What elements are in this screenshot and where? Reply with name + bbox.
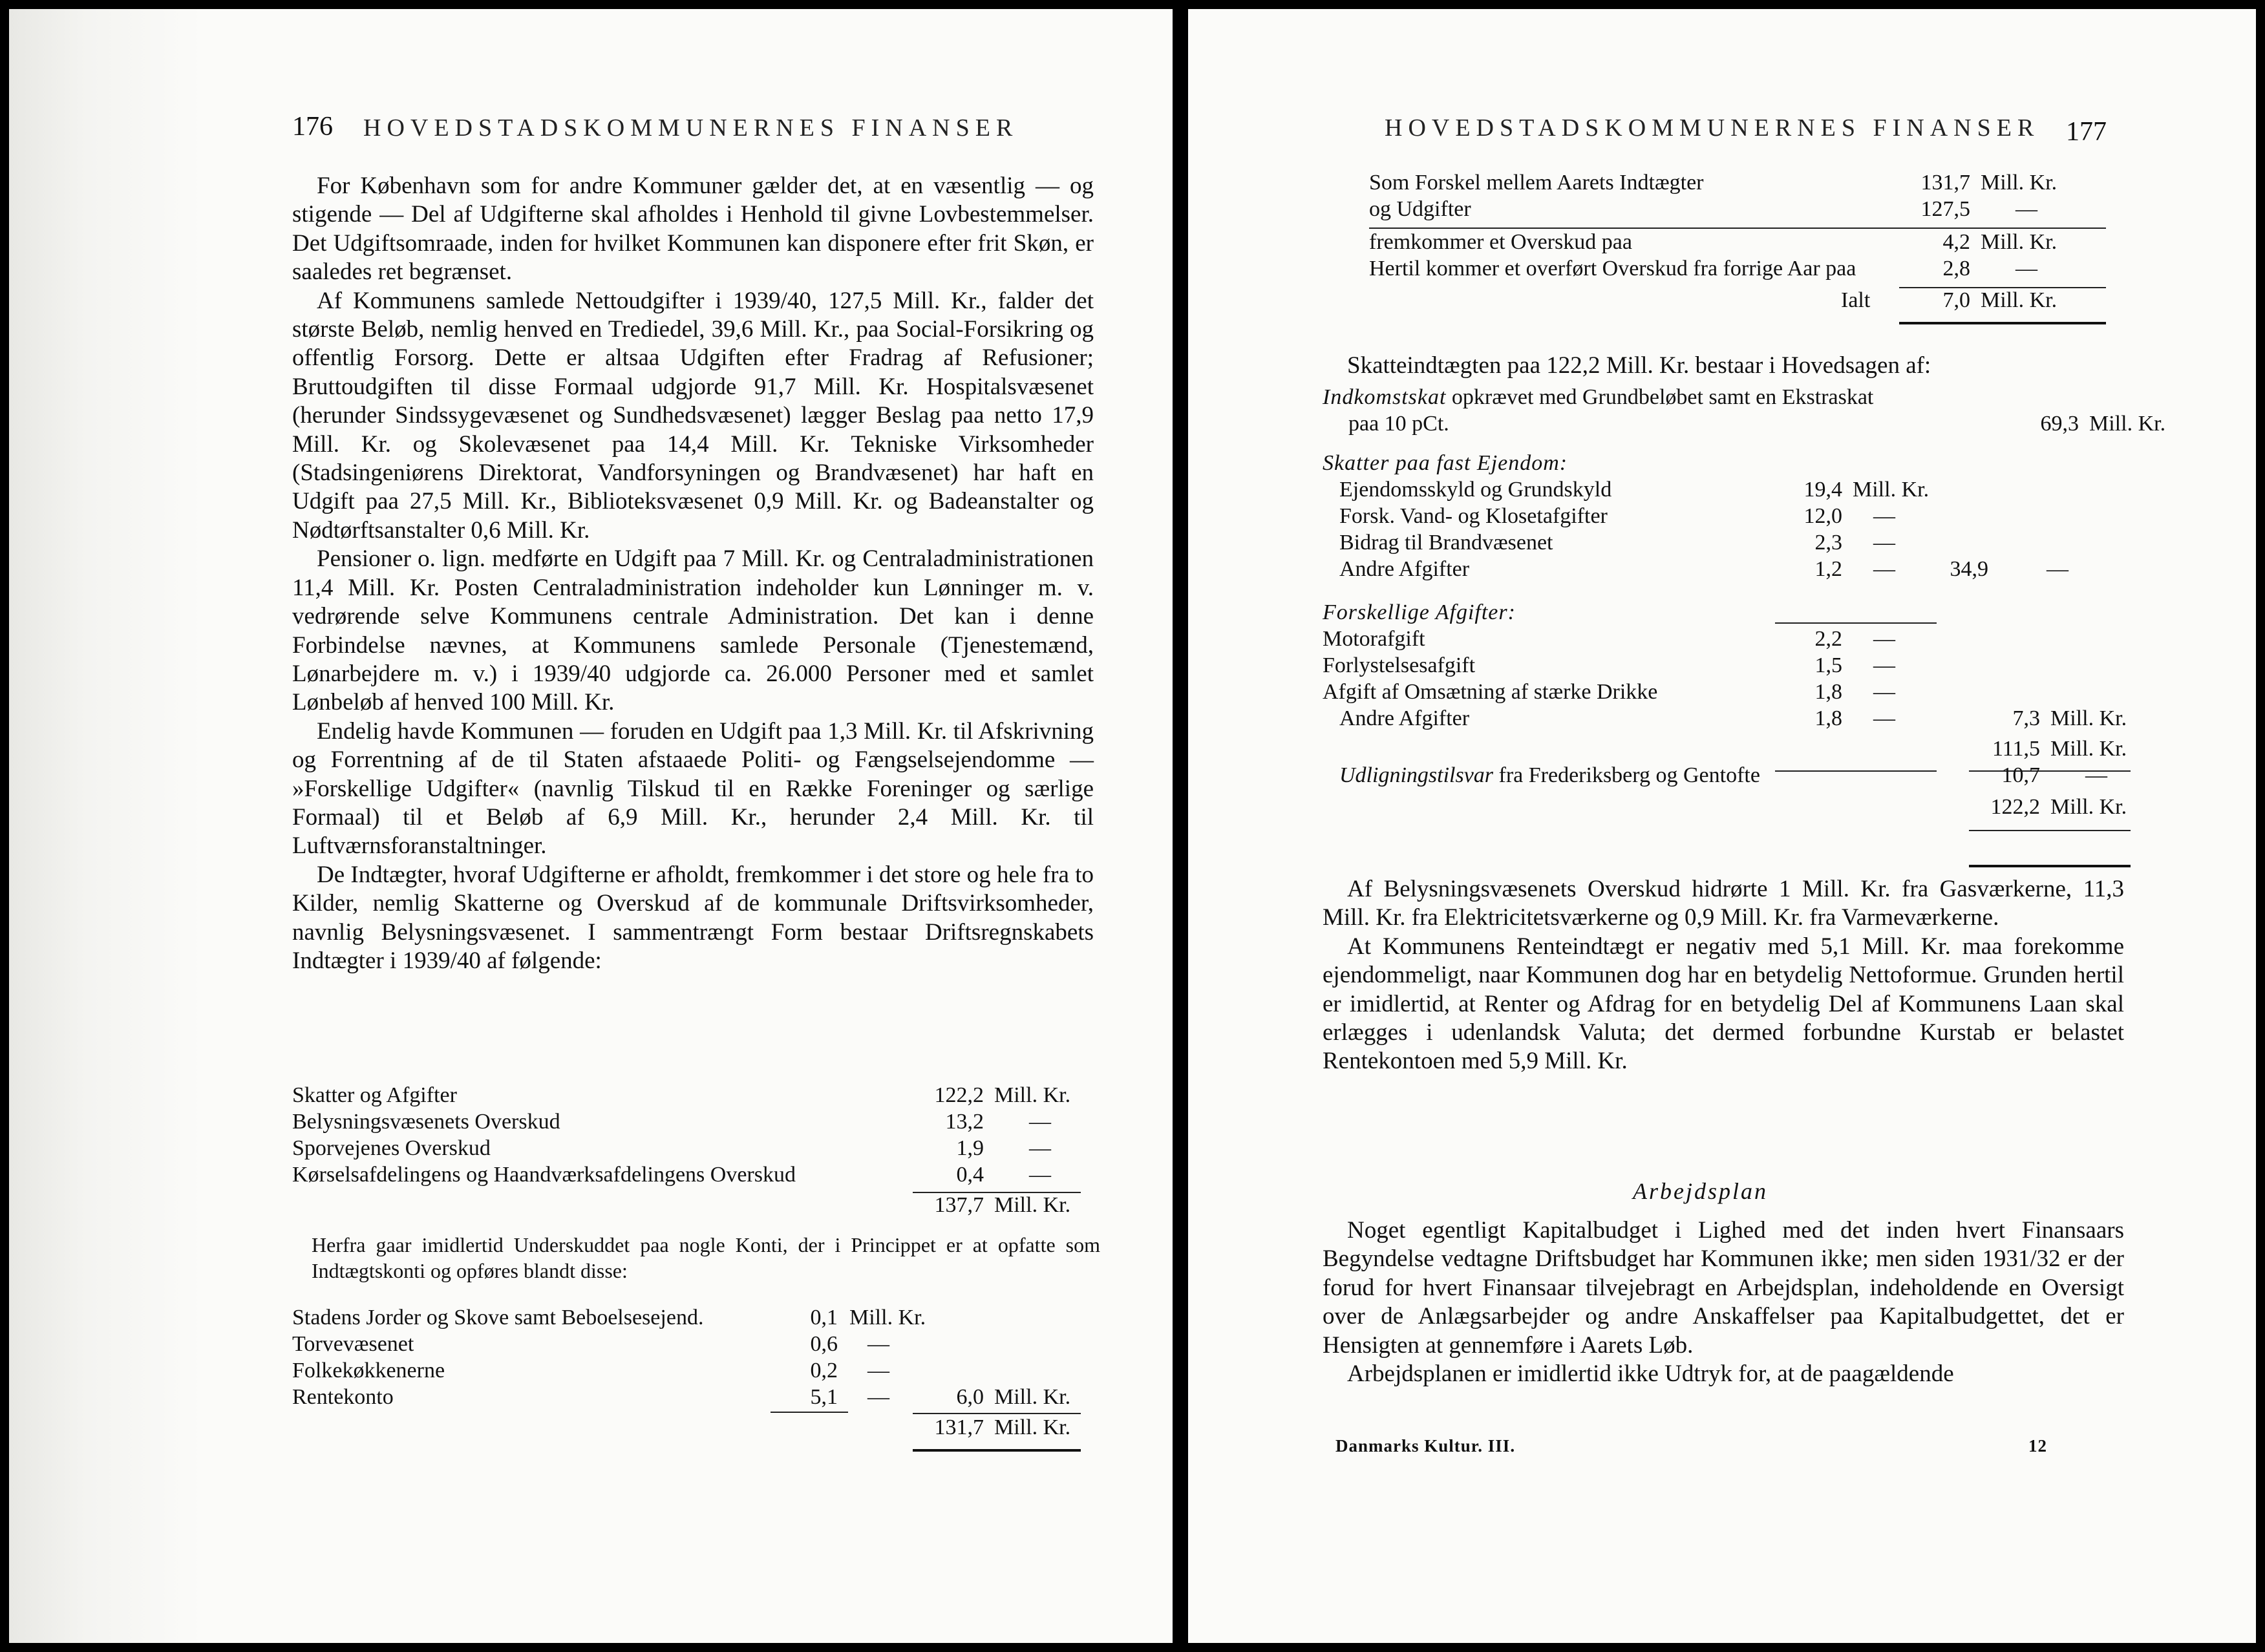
udlign-label-rest: fra Frederiksberg og Gentofte	[1498, 763, 1760, 787]
row-value: 19,4	[1803, 478, 1842, 502]
row-unit: Mill. Kr.	[1981, 171, 2058, 195]
subtotal-value: 111,5	[1992, 737, 2040, 761]
table-total-row	[1343, 287, 2145, 313]
row-subtotal-unit: —	[2047, 557, 2068, 581]
section-title: Arbejdsplan	[1633, 1178, 1768, 1204]
row-label: Andre Afgifter	[1339, 706, 1470, 730]
row-label: fremkommer et Overskud paa	[1369, 230, 1632, 254]
income-table	[292, 1082, 1107, 1218]
table-row	[292, 1135, 1107, 1161]
right-body	[1323, 875, 2124, 1076]
right-paragraph: At Kommunens Renteindtægt er negativ med 5,1 Mill. Kr. maa forekomme ejendommeligt, naar Kommunen dog har en betydelig Nettoformue. Grunden hertil er imidlertid, at Renter og Afdrag for en betydelig Del af Kommunens Laan skal erlægges i udenlandsk Valuta; det dermed forbundne Kurstab er belastet Rentekontoen med 5,9 Mill. Kr.	[1323, 933, 2124, 1075]
row-label: Motorafgift	[1323, 627, 1425, 651]
row-subtotal-value: 6,0	[956, 1385, 984, 1409]
table-row	[292, 1161, 1107, 1188]
table-row	[1323, 476, 2137, 503]
row-value: 1,8	[1814, 706, 1842, 730]
left-paragraph: Pensioner o. lign. medførte en Udgift paa 7 Mill. Kr. og Centraladministrationen 11,4 Mill. Kr. Posten Centraladministration indeholder kun Lønninger m. v. vedrørende selve Kommunens centrale Administration. Det kan i denne Forbindelse nævnes, at Kommunens samlede Personale (Tjenestemænd, Lønarbejdere m. v.) i 1939/40 udgjorde ca. 26.000 Personer med et samlet Lønbeløb af henved 100 Mill. Kr.	[292, 545, 1094, 716]
total-value: 7,0	[1942, 288, 1970, 312]
table-total-row	[292, 1192, 1107, 1218]
row-unit: Mill. Kr.	[1853, 478, 1930, 502]
indkomst-label-rest: opkrævet med Grundbeløbet samt en Ekstraskat	[1451, 385, 1874, 409]
row-label: Som Forskel mellem Aarets Indtægter	[1369, 171, 1704, 195]
subtotal-row	[1323, 736, 2137, 762]
row-value: 1,5	[1814, 653, 1842, 677]
row-value: 0,6	[810, 1332, 838, 1356]
deficit-note: Herfra gaar imidlertid Underskuddet paa nogle Konti, der i Princippet er at opfatte som Indtægtskonti og opføres blandt disse:	[312, 1233, 1100, 1282]
grand-total-row	[1323, 794, 2137, 820]
total-rule	[1899, 322, 2106, 324]
row-value: 127,5	[1920, 197, 1970, 221]
table-row	[1343, 196, 2145, 222]
row-unit: —	[1029, 1136, 1051, 1160]
row-value: 0,2	[810, 1359, 838, 1382]
total-value: 131,7	[934, 1415, 984, 1439]
row-label: Torvevæsenet	[292, 1332, 414, 1356]
row-unit: —	[1029, 1163, 1051, 1187]
section-paragraph: Noget egentligt Kapitalbudget i Lighed med det inden hvert Finansaars Begyndelse vedtagne Driftsbudget har Kommunen ikke; men siden 1931/32 er der forud for hvert Finansaar tilvejebragt en Arbejdsplan, indeholdende en Oversigt over de Anlægsarbejder og andre Anskaffelser paa Kapitalbudgettet, det er Hensigten at gennemføre i Aarets Løb.	[1323, 1217, 2124, 1359]
table-row	[292, 1384, 1107, 1410]
page-stack-edge	[9, 9, 203, 1643]
table-row	[292, 1357, 1107, 1384]
total-unit: Mill. Kr.	[994, 1415, 1071, 1439]
total-unit: Mill. Kr.	[1981, 288, 2058, 312]
grand-total-value: 122,2	[1990, 795, 2040, 819]
row-label: Belysningsvæsenets Overskud	[292, 1110, 560, 1134]
row-label: Andre Afgifter	[1339, 557, 1470, 581]
table-row	[1343, 255, 2145, 282]
left-paragraph: Af Kommunens samlede Nettoudgifter i 1939/40, 127,5 Mill. Kr., falder det største Beløb, nemlig henved en Trediedel, 39,6 Mill. Kr., paa Social-Forsikring og offentlig Forsorg. Dette er altsaa Udgiften efter Fradrag af Refusioner; Bruttoudgiften til disse Formaal udgjorde 91,7 Mill. Kr. Hospitalsvæsenet (herunder Sindssygevæsenet og Sundhedsvæsenet) lægger Beslag paa netto 17,9 Mill. Kr. og Skolevæsenet paa 14,4 Mill. Kr. Tekniske Virksomheder (Stadsingeniørens Direktorat, Vandforsyningen og Brandvæsenet) har haft en Udgift paa 27,5 Mill. Kr., Biblioteksvæsenet 0,9 Mill. Kr. og Badeanstalter og Nødtørftsanstalter 0,6 Mill. Kr.	[292, 287, 1094, 544]
fast-heading: Skatter paa fast Ejendom:	[1323, 451, 1568, 475]
row-label: Forlystelsesafgift	[1323, 653, 1476, 677]
right-running-head: HOVEDSTADSKOMMUNERNES FINANSER	[1385, 114, 2040, 142]
footer-sheet-number: 12	[2028, 1436, 2047, 1456]
row-value: 131,7	[1920, 171, 1970, 195]
row-unit: —	[2015, 257, 2037, 281]
right-paragraph: Af Belysningsvæsenets Overskud hidrørte 1 Mill. Kr. fra Gasværkerne, 11,3 Mill. Kr. fra Elektricitetsværkerne og 0,9 Mill. Kr. fra Varmeværkerne.	[1323, 876, 2124, 931]
row-value: 5,1	[810, 1385, 838, 1409]
row-unit: —	[1873, 557, 1895, 581]
row-unit: —	[1873, 706, 1895, 730]
row-unit: —	[1873, 653, 1895, 677]
row-value: 1,2	[1814, 557, 1842, 581]
section-body	[1323, 1216, 2124, 1388]
row-unit: —	[867, 1385, 889, 1409]
row-value: 2,3	[1814, 531, 1842, 555]
row-label: Rentekonto	[292, 1385, 394, 1409]
row-value: 2,8	[1942, 257, 1970, 281]
row-unit: Mill. Kr.	[994, 1083, 1071, 1107]
table-row	[292, 1082, 1107, 1108]
left-paragraph: De Indtægter, hvoraf Udgifterne er afholdt, fremkommer i det store og hele fra to Kilder, nemlig Skatterne og Overskud af de kommunale Driftsvirksomheder, navnlig Belysningsvæsenet. I sammentrængt Form bestaar Driftsregnskabets Indtægter i 1939/40 af følgende:	[292, 861, 1094, 974]
table-row	[292, 1108, 1107, 1135]
table-row	[1323, 529, 2137, 556]
indkomst-label: Indkomstskat	[1323, 385, 1447, 409]
row-unit: Mill. Kr.	[849, 1306, 926, 1329]
row-unit: —	[2015, 197, 2037, 221]
table-row	[1323, 410, 2166, 437]
row-value: 4,2	[1942, 230, 1970, 254]
udlign-row	[1323, 762, 2137, 789]
footer-signature: Danmarks Kultur. III.	[1335, 1436, 1516, 1456]
row-unit: —	[867, 1359, 889, 1382]
table-row	[1323, 626, 2137, 652]
row-unit: —	[1873, 627, 1895, 651]
table-row	[292, 1331, 1107, 1357]
forsk-heading-row	[1323, 599, 2137, 626]
table-row	[1323, 556, 2137, 582]
row-unit: Mill. Kr.	[2089, 412, 2166, 436]
table-row	[1343, 169, 2145, 196]
summary-table	[1343, 169, 2145, 313]
row-unit: —	[1029, 1110, 1051, 1134]
row-label: Ejendomsskyld og Grundskyld	[1339, 478, 1612, 502]
row-unit: —	[1873, 504, 1895, 528]
row-label: Hertil kommer et overført Overskud fra forrige Aar paa	[1369, 257, 1856, 281]
row-label: paa 10 pCt.	[1348, 412, 1449, 436]
left-body	[292, 172, 1094, 975]
tax-breakdown-table	[1323, 384, 2166, 820]
sum-rule	[1969, 830, 2131, 831]
total-rule	[913, 1449, 1081, 1452]
row-subtotal-value: 7,3	[2012, 706, 2040, 730]
row-value: 2,2	[1814, 627, 1842, 651]
udlign-unit: —	[2085, 763, 2107, 787]
total-unit: Mill. Kr.	[994, 1193, 1071, 1217]
row-value: 1,9	[956, 1136, 984, 1160]
row-unit: —	[1873, 680, 1895, 704]
forsk-heading: Forskellige Afgifter:	[1323, 600, 1516, 624]
total-value: 137,7	[934, 1193, 984, 1217]
row-label: Folkekøkkenerne	[292, 1359, 445, 1382]
table-row	[1323, 679, 2137, 705]
left-folio: 176	[292, 112, 333, 142]
sum-rule	[771, 1412, 848, 1413]
right-page	[1188, 9, 2256, 1643]
section-paragraph: Arbejdsplanen er imidlertid ikke Udtryk for, at de paagældende	[1347, 1361, 1954, 1388]
table-total-row	[292, 1414, 1107, 1441]
tax-intro	[1323, 352, 2124, 380]
udlign-label: Udligningstilsvar	[1339, 763, 1494, 787]
row-value: 13,2	[945, 1110, 984, 1134]
table-row	[292, 1304, 1107, 1331]
row-value: 12,0	[1803, 504, 1842, 528]
fast-heading-row	[1323, 450, 2137, 476]
row-label: Bidrag til Brandvæsenet	[1339, 531, 1553, 555]
deficit-table	[292, 1304, 1107, 1441]
row-unit: Mill. Kr.	[1981, 230, 2058, 254]
grand-total-unit: Mill. Kr.	[2050, 795, 2127, 819]
row-label: Kørselsafdelingens og Haandværksafdelingens Overskud	[292, 1163, 796, 1187]
total-label: Ialt	[1841, 288, 1871, 312]
row-value: 69,3	[2040, 412, 2079, 436]
subtotal-unit: Mill. Kr.	[2050, 737, 2127, 761]
left-page	[9, 9, 1173, 1643]
table-row	[1323, 705, 2137, 732]
row-subtotal-value: 34,9	[1950, 557, 1988, 581]
row-label: Skatter og Afgifter	[292, 1083, 457, 1107]
row-unit: —	[867, 1332, 889, 1356]
row-subtotal-unit: Mill. Kr.	[994, 1385, 1071, 1409]
tax-intro-text: Skatteindtægten paa 122,2 Mill. Kr. bestaar i Hovedsagen af:	[1347, 352, 1931, 379]
row-label: Sporvejenes Overskud	[292, 1136, 491, 1160]
row-label: Afgift af Omsætning af stærke Drikke	[1323, 680, 1658, 704]
right-folio: 177	[2066, 117, 2107, 147]
table-row	[1323, 652, 2137, 679]
row-value: 1,8	[1814, 680, 1842, 704]
total-rule	[1969, 865, 2131, 867]
left-paragraph: For København som for andre Kommuner gælder det, at en væsentlig — og stigende — Del af Udgifterne skal afholdes i Henhold til givne Lovbestemmelser. Det Udgiftsomraade, inden for hvilket Kommunen kan disponere efter frit Skøn, er saaledes ret begrænset.	[292, 173, 1094, 286]
row-label: Forsk. Vand- og Klosetafgifter	[1339, 504, 1608, 528]
row-label: og Udgifter	[1369, 197, 1471, 221]
row-label: Stadens Jorder og Skove samt Beboelsesejend.	[292, 1306, 704, 1329]
table-row	[1343, 229, 2145, 255]
table-row	[1323, 503, 2137, 529]
row-value: 0,4	[956, 1163, 984, 1187]
row-unit: —	[1873, 531, 1895, 555]
indkomst-heading-row	[1323, 384, 2137, 410]
left-paragraph: Endelig havde Kommunen — foruden en Udgift paa 1,3 Mill. Kr. til Afskrivning og Forrentning af de til Staten afstaaede Politi- og Fængselsejendomme — »Forskellige Udgifter« (navnlig Tilskud til en Række Foreninger og særlige Formaal) til et Beløb af 6,9 Mill. Kr., herunder 2,4 Mill. Kr. til Luftværnsforanstaltninger.	[292, 717, 1094, 860]
row-subtotal-unit: Mill. Kr.	[2050, 706, 2127, 730]
row-value: 122,2	[934, 1083, 984, 1107]
left-running-head: HOVEDSTADSKOMMUNERNES FINANSER	[363, 114, 1019, 142]
row-value: 0,1	[810, 1306, 838, 1329]
udlign-value: 10,7	[2001, 763, 2040, 787]
